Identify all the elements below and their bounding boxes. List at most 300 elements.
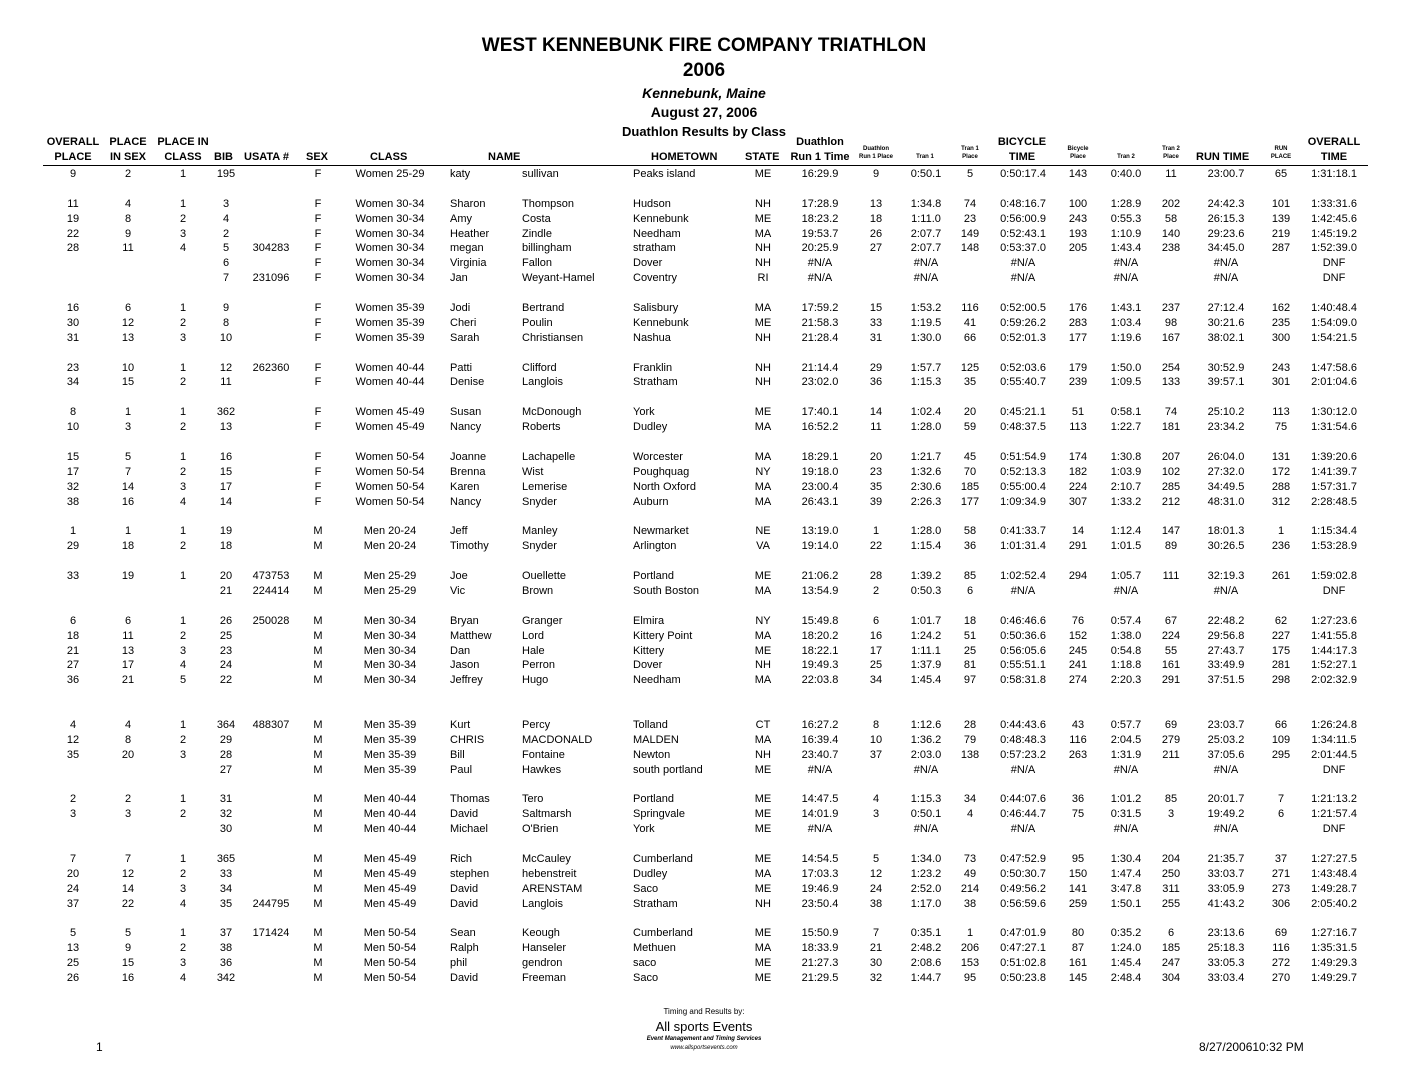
cell-run1-place: 8 bbox=[872, 718, 880, 731]
cell-first-name: Michael bbox=[450, 823, 488, 836]
cell-overall-place: 34 bbox=[66, 376, 80, 389]
cell-bicycle-time: 0:52:03.6 bbox=[1000, 361, 1046, 374]
cell-run-place: 162 bbox=[1271, 302, 1291, 315]
cell-hometown: Worcester bbox=[633, 450, 683, 463]
cell-bib: 4 bbox=[222, 212, 230, 225]
cell-hometown: Kennebunk bbox=[633, 316, 689, 329]
cell-run1-place: 25 bbox=[869, 659, 883, 672]
cell-first-name: phil bbox=[450, 957, 468, 970]
cell-hometown: South Boston bbox=[633, 584, 700, 597]
cell-class: Men 50-54 bbox=[363, 927, 417, 940]
cell-last-name: Poulin bbox=[522, 316, 553, 329]
table-row-spacer bbox=[0, 346, 1408, 361]
cell-place-in-class: 1 bbox=[179, 450, 187, 463]
cell-run-time: 22:48.2 bbox=[1207, 614, 1245, 627]
cell-run-time: 30:52.9 bbox=[1207, 361, 1245, 374]
cell-place-in-sex: 7 bbox=[124, 465, 132, 478]
cell-hometown: Needham bbox=[633, 227, 681, 240]
table-row bbox=[0, 926, 1408, 941]
cell-run1-time: 13:19.0 bbox=[801, 525, 839, 538]
cell-bicycle-place: 150 bbox=[1068, 867, 1088, 880]
cell-bib: 23 bbox=[219, 644, 233, 657]
cell-class: Men 35-39 bbox=[363, 763, 417, 776]
cell-bicycle-time: 0:41:33.7 bbox=[1000, 525, 1046, 538]
cell-state: NH bbox=[755, 257, 771, 270]
cell-tran2-place: 133 bbox=[1161, 376, 1181, 389]
cell-hometown: Newmarket bbox=[633, 525, 689, 538]
cell-place-in-class: 1 bbox=[179, 852, 187, 865]
cell-class: Women 50-54 bbox=[355, 480, 425, 493]
cell-tran1: 1:11.0 bbox=[911, 212, 941, 225]
cell-run1-place: 26 bbox=[869, 227, 883, 240]
cell-place-in-sex: 6 bbox=[124, 302, 132, 315]
cell-tran1-place: 177 bbox=[960, 495, 980, 508]
cell-bicycle-place: 76 bbox=[1071, 614, 1085, 627]
cell-run-time: 38:02.1 bbox=[1207, 331, 1245, 344]
table-row bbox=[0, 867, 1408, 882]
table-row bbox=[0, 405, 1408, 420]
cell-overall-place: 11 bbox=[67, 197, 79, 210]
cell-bicycle-time: 0:47:52.9 bbox=[1000, 852, 1046, 865]
cell-run1-time: 21:28.4 bbox=[801, 331, 839, 344]
cell-run1-place: 5 bbox=[872, 852, 880, 865]
cell-first-name: Virginia bbox=[450, 257, 487, 270]
cell-bib: 10 bbox=[219, 331, 233, 344]
cell-first-name: Thomas bbox=[450, 793, 490, 806]
header-name: NAME bbox=[488, 151, 521, 163]
company-name: All sports Events bbox=[655, 1019, 753, 1034]
cell-overall-place: 27 bbox=[66, 659, 80, 672]
cell-bib: 24 bbox=[219, 659, 233, 672]
cell-sex: F bbox=[314, 316, 322, 329]
cell-first-name: Jeffrey bbox=[450, 674, 483, 687]
cell-hometown: York bbox=[633, 406, 655, 419]
cell-class: Women 30-34 bbox=[355, 212, 425, 225]
cell-first-name: megan bbox=[450, 242, 484, 255]
cell-state: ME bbox=[754, 763, 772, 776]
cell-tran1: 1:21.7 bbox=[910, 450, 942, 463]
table-row bbox=[0, 495, 1408, 510]
cell-sex: M bbox=[313, 823, 323, 836]
cell-last-name: McDonough bbox=[522, 406, 582, 419]
cell-run-place: 6 bbox=[1277, 808, 1285, 821]
cell-run1-place: 16 bbox=[869, 629, 883, 642]
cell-bib: 37 bbox=[219, 927, 233, 940]
cell-overall-time: 1:27:16.7 bbox=[1311, 927, 1357, 940]
cell-run1-time: 16:52.2 bbox=[801, 421, 839, 434]
cell-class: Women 35-39 bbox=[355, 331, 425, 344]
cell-run-place: 219 bbox=[1271, 227, 1291, 240]
cell-first-name: Heather bbox=[450, 227, 490, 240]
cell-bib: 3 bbox=[222, 197, 230, 210]
table-row-spacer bbox=[0, 390, 1408, 405]
cell-bicycle-time: 0:48:37.5 bbox=[1000, 421, 1046, 434]
cell-place-in-sex: 5 bbox=[124, 450, 132, 463]
cell-first-name: Jeff bbox=[450, 525, 468, 538]
cell-run1-time: 23:50.4 bbox=[801, 897, 839, 910]
cell-bicycle-time: 0:47:27.1 bbox=[1000, 942, 1046, 955]
cell-bicycle-time: 0:49:56.2 bbox=[1000, 882, 1046, 895]
cell-first-name: David bbox=[450, 808, 479, 821]
cell-class: Men 40-44 bbox=[363, 823, 417, 836]
cell-place-in-class: 4 bbox=[179, 972, 187, 985]
cell-tran1: 1:24.2 bbox=[910, 629, 942, 642]
cell-tran1: 1:12.6 bbox=[910, 718, 942, 731]
cell-last-name: Keough bbox=[522, 927, 560, 940]
cell-run1-time: 18:22.1 bbox=[801, 644, 839, 657]
cell-bib: 33 bbox=[219, 867, 233, 880]
cell-bicycle-place: 177 bbox=[1068, 331, 1088, 344]
results-table bbox=[0, 167, 1408, 986]
cell-place-in-sex: 18 bbox=[121, 540, 135, 553]
cell-sex: F bbox=[314, 257, 322, 270]
page-number: 1 bbox=[96, 1040, 103, 1054]
cell-bicycle-place: 80 bbox=[1071, 927, 1085, 940]
cell-bicycle-time: 0:56:05.6 bbox=[1000, 644, 1046, 657]
cell-tran1-place: 148 bbox=[960, 242, 980, 255]
cell-run-place: 281 bbox=[1271, 659, 1291, 672]
cell-bib: 29 bbox=[219, 733, 233, 746]
cell-run-time: 33:49.9 bbox=[1207, 659, 1245, 672]
table-row-spacer bbox=[0, 554, 1408, 569]
cell-tran2-place: 204 bbox=[1161, 852, 1181, 865]
print-timestamp: 8/27/200610:32 PM bbox=[1199, 1040, 1304, 1054]
cell-hometown: saco bbox=[633, 957, 657, 970]
cell-tran2-place: 254 bbox=[1161, 361, 1181, 374]
cell-tran1-place: 18 bbox=[963, 614, 977, 627]
cell-first-name: stephen bbox=[450, 867, 490, 880]
cell-overall-time: 1:41:55.8 bbox=[1311, 629, 1357, 642]
cell-bicycle-time: 0:51:54.9 bbox=[1000, 450, 1046, 463]
cell-place-in-class: 3 bbox=[179, 480, 187, 493]
cell-class: Women 50-54 bbox=[355, 450, 425, 463]
cell-class: Women 40-44 bbox=[355, 361, 425, 374]
cell-last-name: Brown bbox=[522, 584, 554, 597]
cell-tran2-place: 140 bbox=[1161, 227, 1181, 240]
cell-first-name: Amy bbox=[450, 212, 472, 225]
cell-sex: M bbox=[313, 659, 323, 672]
cell-bib: 32 bbox=[219, 808, 233, 821]
cell-bicycle-place: 182 bbox=[1068, 465, 1088, 478]
cell-tran2: 0:40.0 bbox=[1110, 168, 1142, 180]
cell-first-name: Brenna bbox=[450, 465, 486, 478]
cell-bicycle-place: 43 bbox=[1071, 718, 1085, 731]
cell-place-in-class: 5 bbox=[179, 674, 187, 687]
cell-class: Men 30-34 bbox=[363, 644, 417, 657]
cell-tran2-place: 167 bbox=[1161, 331, 1181, 344]
cell-place-in-sex: 19 bbox=[121, 570, 135, 583]
cell-overall-place: 24 bbox=[66, 882, 80, 895]
cell-first-name: David bbox=[450, 897, 479, 910]
table-row bbox=[0, 644, 1408, 659]
table-row bbox=[0, 852, 1408, 867]
cell-place-in-class: 2 bbox=[179, 376, 187, 389]
cell-tran1-place: 36 bbox=[963, 540, 977, 553]
cell-tran1: 1:02.4 bbox=[910, 406, 942, 419]
cell-sex: M bbox=[313, 584, 323, 597]
cell-run-time: 26:04.0 bbox=[1207, 450, 1245, 463]
cell-state: MA bbox=[754, 495, 772, 508]
cell-tran2: 1:38.0 bbox=[1110, 629, 1142, 642]
cell-tran2-place: 311 bbox=[1162, 882, 1180, 895]
table-row bbox=[0, 420, 1408, 435]
cell-place-in-sex: 17 bbox=[121, 659, 135, 672]
cell-overall-place: 25 bbox=[66, 957, 80, 970]
cell-place-in-class: 1 bbox=[179, 793, 187, 806]
cell-last-name: Lord bbox=[522, 629, 545, 642]
cell-tran1-place: 4 bbox=[966, 808, 974, 821]
cell-overall-place: 37 bbox=[66, 897, 80, 910]
cell-run-time: 25:03.2 bbox=[1207, 733, 1245, 746]
cell-place-in-sex: 5 bbox=[124, 927, 132, 940]
cell-bicycle-time: 1:01:31.4 bbox=[1000, 540, 1046, 553]
cell-tran1-place: 214 bbox=[960, 882, 980, 895]
cell-class: Men 45-49 bbox=[363, 897, 417, 910]
cell-sex: F bbox=[314, 450, 322, 463]
cell-run-time: 23:00.7 bbox=[1207, 168, 1245, 180]
cell-tran1: 0:50.1 bbox=[910, 808, 942, 821]
cell-tran1-place: 116 bbox=[961, 302, 979, 315]
cell-sex: F bbox=[314, 331, 322, 344]
cell-tran2-place: 69 bbox=[1164, 718, 1178, 731]
cell-sex: M bbox=[313, 793, 323, 806]
cell-run1-time: #N/A bbox=[807, 823, 833, 836]
cell-run1-place: 22 bbox=[869, 540, 883, 553]
cell-hometown: Franklin bbox=[633, 361, 673, 374]
cell-class: Men 35-39 bbox=[363, 718, 417, 731]
cell-tran2-place: 55 bbox=[1164, 644, 1178, 657]
cell-tran2: 1:28.9 bbox=[1110, 197, 1142, 210]
cell-place-in-class: 2 bbox=[179, 867, 187, 880]
cell-tran2-place: 291 bbox=[1161, 674, 1181, 687]
cell-run1-time: 16:39.4 bbox=[801, 733, 839, 746]
cell-overall-place: 9 bbox=[69, 168, 77, 180]
cell-place-in-class: 2 bbox=[179, 212, 187, 225]
cell-usata: 304283 bbox=[252, 242, 290, 255]
cell-last-name: McCauley bbox=[522, 852, 571, 865]
cell-run1-time: 22:03.8 bbox=[801, 674, 839, 687]
cell-state: ME bbox=[754, 316, 772, 329]
cell-state: ME bbox=[754, 972, 772, 985]
cell-state: MA bbox=[754, 733, 772, 746]
cell-place-in-class: 3 bbox=[179, 882, 187, 895]
cell-last-name: Percy bbox=[522, 718, 551, 731]
cell-bicycle-place: 100 bbox=[1068, 197, 1088, 210]
cell-overall-time: 1:39:20.6 bbox=[1311, 450, 1357, 463]
cell-bicycle-place: 152 bbox=[1068, 629, 1088, 642]
cell-run-time: 33:03.7 bbox=[1207, 867, 1245, 880]
cell-place-in-sex: 4 bbox=[124, 718, 132, 731]
header-place-in-class: PLACE IN CLASS bbox=[157, 136, 209, 163]
cell-tran1-place: 73 bbox=[963, 852, 977, 865]
cell-hometown: Nashua bbox=[633, 331, 671, 344]
table-row-spacer bbox=[0, 509, 1408, 524]
cell-bicycle-place: 141 bbox=[1068, 882, 1088, 895]
cell-run1-place: 21 bbox=[869, 942, 883, 955]
cell-run1-place: 12 bbox=[869, 867, 883, 880]
cell-bib: 21 bbox=[219, 584, 233, 597]
timing-label: Timing and Results by: bbox=[663, 1007, 745, 1016]
cell-class: Men 45-49 bbox=[363, 852, 417, 865]
cell-tran1: 1:28.0 bbox=[910, 525, 942, 538]
cell-bicycle-place: 14 bbox=[1071, 525, 1085, 538]
cell-bicycle-time: 0:55:00.4 bbox=[1000, 480, 1046, 493]
cell-hometown: North Oxford bbox=[633, 480, 696, 493]
table-row bbox=[0, 971, 1408, 986]
cell-bib: 25 bbox=[219, 629, 233, 642]
cell-tran1-place: 34 bbox=[963, 793, 977, 806]
cell-last-name: MACDONALD bbox=[522, 733, 593, 746]
cell-run1-time: 21:14.4 bbox=[801, 361, 839, 374]
cell-sex: M bbox=[313, 897, 323, 910]
cell-state: ME bbox=[754, 406, 772, 419]
cell-bicycle-time: #N/A bbox=[1010, 823, 1036, 836]
cell-hometown: Stratham bbox=[633, 376, 678, 389]
cell-first-name: Bill bbox=[450, 748, 465, 761]
cell-tran1-place: 6 bbox=[966, 584, 974, 597]
header-bib: BIB bbox=[214, 151, 233, 163]
cell-tran2: 1:12.4 bbox=[1110, 525, 1142, 538]
cell-class: Women 40-44 bbox=[355, 376, 425, 389]
cell-hometown: Portland bbox=[633, 793, 674, 806]
cell-place-in-sex: 8 bbox=[124, 733, 132, 746]
header-overall-place: OVERALL PLACE bbox=[46, 136, 100, 163]
cell-sex: M bbox=[313, 540, 323, 553]
cell-overall-time: 1:49:29.7 bbox=[1311, 972, 1357, 985]
cell-usata: 488307 bbox=[252, 718, 290, 731]
cell-bicycle-place: 116 bbox=[1069, 733, 1087, 746]
cell-bib: 35 bbox=[219, 897, 233, 910]
cell-run1-place: 3 bbox=[872, 808, 880, 821]
cell-tran1-place: 5 bbox=[966, 168, 974, 180]
cell-tran2: 0:35.2 bbox=[1110, 927, 1142, 940]
cell-place-in-class: 3 bbox=[179, 957, 187, 970]
table-row bbox=[0, 256, 1408, 271]
cell-sex: M bbox=[313, 927, 323, 940]
cell-run-time: #N/A bbox=[1213, 823, 1239, 836]
cell-run-time: 27:43.7 bbox=[1207, 644, 1245, 657]
cell-usata: 250028 bbox=[252, 614, 290, 627]
cell-tran2: 1:30.8 bbox=[1110, 450, 1142, 463]
cell-run1-place: 30 bbox=[869, 957, 883, 970]
cell-overall-place: 35 bbox=[66, 748, 80, 761]
table-row-spacer bbox=[0, 599, 1408, 614]
table-row bbox=[0, 763, 1408, 778]
cell-overall-place: 20 bbox=[66, 867, 80, 880]
cell-tran1-place: 125 bbox=[960, 361, 980, 374]
cell-run-place: 236 bbox=[1271, 540, 1291, 553]
cell-class: Men 30-34 bbox=[363, 674, 417, 687]
cell-bib: 11 bbox=[220, 376, 232, 389]
cell-bicycle-time: 0:50:30.7 bbox=[1000, 867, 1046, 880]
cell-tran2-place: 102 bbox=[1161, 465, 1181, 478]
cell-state: NE bbox=[755, 525, 771, 538]
cell-tran1: #N/A bbox=[913, 272, 939, 285]
cell-bib: 364 bbox=[216, 718, 236, 731]
cell-tran1-place: 79 bbox=[963, 733, 977, 746]
cell-tran2-place: 304 bbox=[1161, 972, 1181, 985]
cell-place-in-class: 4 bbox=[179, 659, 187, 672]
cell-state: MA bbox=[754, 674, 772, 687]
cell-bicycle-place: 241 bbox=[1068, 659, 1088, 672]
cell-tran1: 1:15.4 bbox=[910, 540, 942, 553]
cell-tran1-place: 38 bbox=[963, 897, 977, 910]
cell-tran1: 1:37.9 bbox=[910, 659, 942, 672]
cell-bicycle-place: 263 bbox=[1068, 748, 1088, 761]
cell-bicycle-place: 274 bbox=[1068, 674, 1088, 687]
cell-tran1: 0:35.1 bbox=[910, 927, 942, 940]
cell-overall-place: 3 bbox=[69, 808, 77, 821]
cell-overall-time: 2:28:48.5 bbox=[1311, 495, 1357, 508]
cell-first-name: Joanne bbox=[450, 450, 487, 463]
cell-run-place: 227 bbox=[1271, 629, 1291, 642]
cell-place-in-sex: 12 bbox=[121, 316, 135, 329]
cell-hometown: Saco bbox=[633, 882, 659, 895]
cell-first-name: Paul bbox=[450, 763, 473, 776]
cell-last-name: ARENSTAM bbox=[522, 882, 583, 895]
table-row bbox=[0, 807, 1408, 822]
cell-state: MA bbox=[754, 302, 772, 315]
cell-run-place: 288 bbox=[1271, 480, 1291, 493]
cell-place-in-sex: 20 bbox=[121, 748, 135, 761]
cell-hometown: Dover bbox=[633, 659, 663, 672]
cell-tran1: 1:45.4 bbox=[910, 674, 942, 687]
cell-run-time: 26:15.3 bbox=[1207, 212, 1245, 225]
cell-first-name: Bryan bbox=[450, 614, 479, 627]
cell-run1-time: 13:54.9 bbox=[801, 584, 839, 597]
cell-tran2-place: 98 bbox=[1164, 316, 1178, 329]
cell-last-name: Manley bbox=[522, 525, 558, 538]
cell-overall-time: 1:27:27.5 bbox=[1311, 852, 1357, 865]
cell-run-time: 25:10.2 bbox=[1207, 406, 1245, 419]
cell-tran1: 1:11.1 bbox=[911, 644, 941, 657]
cell-tran1-place: 138 bbox=[960, 748, 980, 761]
cell-overall-place: 29 bbox=[66, 540, 80, 553]
table-row bbox=[0, 941, 1408, 956]
cell-run1-time: 17:40.1 bbox=[801, 406, 839, 419]
cell-first-name: Vic bbox=[450, 584, 466, 597]
cell-tran2: 1:03.9 bbox=[1110, 465, 1142, 478]
cell-sex: F bbox=[314, 406, 322, 419]
cell-overall-time: 1:57:31.7 bbox=[1311, 480, 1357, 493]
table-row bbox=[0, 227, 1408, 242]
table-row bbox=[0, 331, 1408, 346]
table-row bbox=[0, 316, 1408, 331]
cell-sex: M bbox=[313, 763, 323, 776]
cell-place-in-sex: 8 bbox=[124, 212, 132, 225]
cell-sex: F bbox=[314, 242, 322, 255]
cell-state: MA bbox=[754, 227, 772, 240]
cell-run1-place: 35 bbox=[869, 480, 883, 493]
cell-tran1: 1:32.6 bbox=[910, 465, 942, 478]
table-row bbox=[0, 375, 1408, 390]
table-row bbox=[0, 748, 1408, 763]
cell-tran1-place: 23 bbox=[963, 212, 977, 225]
cell-last-name: Clifford bbox=[522, 361, 557, 374]
cell-tran2-place: 111 bbox=[1162, 570, 1180, 583]
cell-overall-place: 12 bbox=[66, 733, 80, 746]
cell-overall-time: 1:53:28.9 bbox=[1311, 540, 1357, 553]
cell-run-time: 33:05.3 bbox=[1207, 957, 1245, 970]
cell-last-name: O'Brien bbox=[522, 823, 559, 836]
cell-run-place: 175 bbox=[1271, 644, 1291, 657]
cell-run-time: 20:01.7 bbox=[1207, 793, 1245, 806]
cell-run1-place: 32 bbox=[869, 972, 883, 985]
table-row bbox=[0, 539, 1408, 554]
table-row-spacer bbox=[0, 435, 1408, 450]
cell-tran1-place: 153 bbox=[960, 957, 980, 970]
table-row bbox=[0, 271, 1408, 286]
